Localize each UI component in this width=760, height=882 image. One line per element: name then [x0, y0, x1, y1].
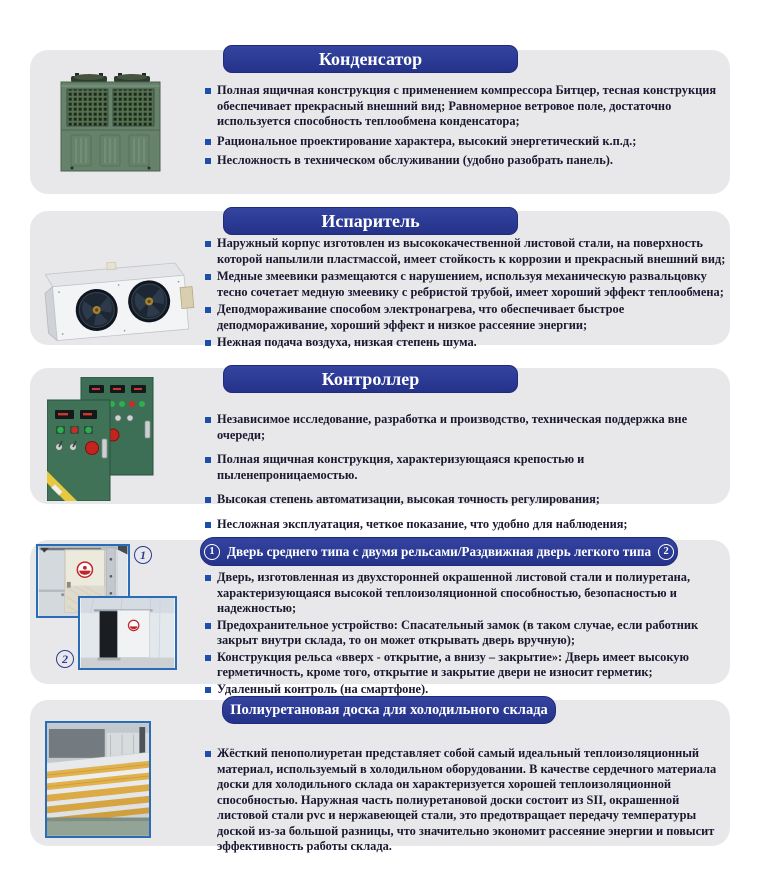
section-title: Дверь среднего типа с двумя рельсами/Раздвижная дверь легкого типа — [226, 543, 652, 559]
circled-2-icon: 2 — [658, 544, 674, 560]
bullet-text: Полная ящичная конструкция, характеризующаяся крепостью и пыленепроницаемостью. — [217, 452, 585, 482]
bullet-text: Высокая степень автоматизации, высокая точность регулирования; — [217, 492, 600, 506]
section-card-evaporator — [30, 210, 730, 349]
bullet-square-icon — [205, 274, 211, 280]
section-title: Полиуретановая доска для холодильного склада — [230, 701, 548, 718]
bullet-item — [205, 269, 731, 300]
bullet-text: Независимое исследование, разработка и производство, техническая поддержка вне очереди; — [217, 412, 688, 442]
controller-bullet-list — [205, 412, 727, 541]
control-cabinets-icon — [47, 377, 155, 501]
evaporator-unit-icon — [40, 251, 198, 343]
bullet-item — [205, 452, 727, 483]
section-card-doors — [30, 540, 730, 696]
section-title: Конденсатор — [318, 48, 423, 69]
bullet-item — [205, 153, 727, 169]
condenser-photo — [58, 72, 163, 175]
bullet-square-icon — [205, 241, 211, 247]
bullet-item — [205, 83, 727, 130]
bullet-square-icon — [205, 307, 211, 313]
bullet-square-icon — [205, 457, 211, 463]
bullet-square-icon — [205, 497, 211, 503]
section-title: Контроллер — [321, 368, 420, 389]
condenser-title-banner — [223, 45, 518, 73]
door-label-2: 2 — [56, 650, 74, 668]
polyurethane-panels-icon — [47, 723, 149, 836]
bullet-square-icon — [205, 139, 211, 145]
condenser-bullet-list — [205, 83, 727, 173]
bullet-square-icon — [205, 417, 211, 423]
condenser-unit-icon — [58, 72, 163, 175]
bullet-item — [205, 618, 731, 649]
circled-1-icon: 1 — [204, 544, 220, 560]
section-card-panels — [30, 700, 730, 853]
section-card-condenser — [30, 50, 730, 194]
doors-title-banner — [200, 537, 678, 566]
bullet-item — [205, 492, 727, 508]
bullet-text: Несложная эксплуатация, четкое показание, что удобно для наблюдения; — [217, 516, 628, 531]
bullet-square-icon — [205, 623, 211, 629]
doors-bullet-list — [205, 570, 731, 698]
evaporator-photo — [40, 251, 198, 343]
bullet-square-icon — [205, 687, 211, 693]
bullet-text: Медные змеевики размещаются с нарушением, используя механическую развальцовку тесно сочетает медную змеевику с ребристой трубой, имеет хороший эффект теплообмена; — [217, 269, 724, 299]
bullet-item — [205, 335, 731, 351]
door-label-1: 1 — [134, 546, 152, 564]
bullet-square-icon — [205, 522, 211, 528]
bullet-text: Рациональное проектирование характера, высокий энергетический к.п.д.; — [217, 133, 637, 148]
controller-title-banner — [223, 365, 518, 393]
light-sliding-door-photo — [78, 596, 177, 670]
panels-title-banner — [222, 696, 556, 724]
bullet-text: Нежная подача воздуха, низкая степень шума. — [217, 335, 477, 349]
panels-bullet-list — [205, 746, 727, 859]
bullet-item — [205, 517, 727, 533]
bullet-text: Конструкция рельса «вверх - открытие, а внизу – закрытие»: Дверь имеет высокую герметичность, кроме того, открытие и закрытие двери не износит герметик; — [217, 649, 689, 679]
bullet-item — [205, 412, 727, 443]
bullet-square-icon — [205, 88, 211, 94]
bullet-item — [205, 236, 731, 267]
evaporator-bullet-list — [205, 236, 731, 353]
bullet-item — [205, 650, 731, 681]
section-card-controller — [30, 368, 730, 531]
bullet-text: Полная ящичная конструкция с применением компрессора Битцер, тесная конструкция обеспечивает прекрасный внешний вид; Равномерное ветровое поле, достаточно используется способность теплообмена конденсатора; — [217, 83, 717, 128]
bullet-square-icon — [205, 655, 211, 661]
bullet-square-icon — [205, 340, 211, 346]
bullet-text: Удаленный контроль (на смартфоне). — [217, 681, 429, 696]
bullet-item — [205, 570, 731, 617]
bullet-square-icon — [205, 751, 211, 757]
bullet-text: Жёсткий пенополиуретан представляет собой самый идеальный теплоизоляционный материал, используемый в холодильном оборудовании. В качестве сердечного материала доски для холодильного склада он характеризуется хорошей теплоизоляционной способностью. Наружная часть полиуретановой доски состоит из SII, окрашенной листовой стали pvc и нержавеющей стали, это предотвращает передачу температуры доской из-за большой разницы, что значительно экономит рассеяние энергии и повысит эффективность работы склада. — [217, 746, 717, 853]
section-title: Испаритель — [321, 210, 420, 231]
evaporator-title-banner — [223, 207, 518, 235]
bullet-text: Деподмораживание способом электронагрева, что обеспечивает быстрое деподмораживание, хороший эффект и низкое рассеяние энергии; — [217, 302, 625, 332]
bullet-square-icon — [205, 575, 211, 581]
panels-photo — [45, 721, 151, 838]
bullet-text: Дверь, изготовленная из двухсторонней окрашенной листовой стали и полиуретана, характеризующаяся высокой теплоизоляционной способностью, безопасностью и надежностью; — [217, 570, 691, 615]
bullet-text: Наружный корпус изготовлен из высококачественной листовой стали, на поверхность которой напылили пластмассой, имеет стойкость к коррозии и прекрасный внешний вид; — [217, 236, 726, 266]
bullet-item — [205, 302, 731, 333]
bullet-text: Несложность в техническом обслуживании (удобно разобрать панель). — [217, 153, 614, 167]
bullet-square-icon — [205, 158, 211, 164]
bullet-text: Предохранительное устройство: Спасательный замок (в таком случае, если работник закрыт внутри склада, то он может открывать дверь вручную); — [217, 617, 699, 647]
bullet-item — [205, 134, 727, 150]
bullet-item — [205, 682, 731, 698]
bullet-item — [205, 746, 727, 855]
open-cold-room-door-icon — [80, 598, 175, 668]
controller-photo — [47, 377, 155, 501]
